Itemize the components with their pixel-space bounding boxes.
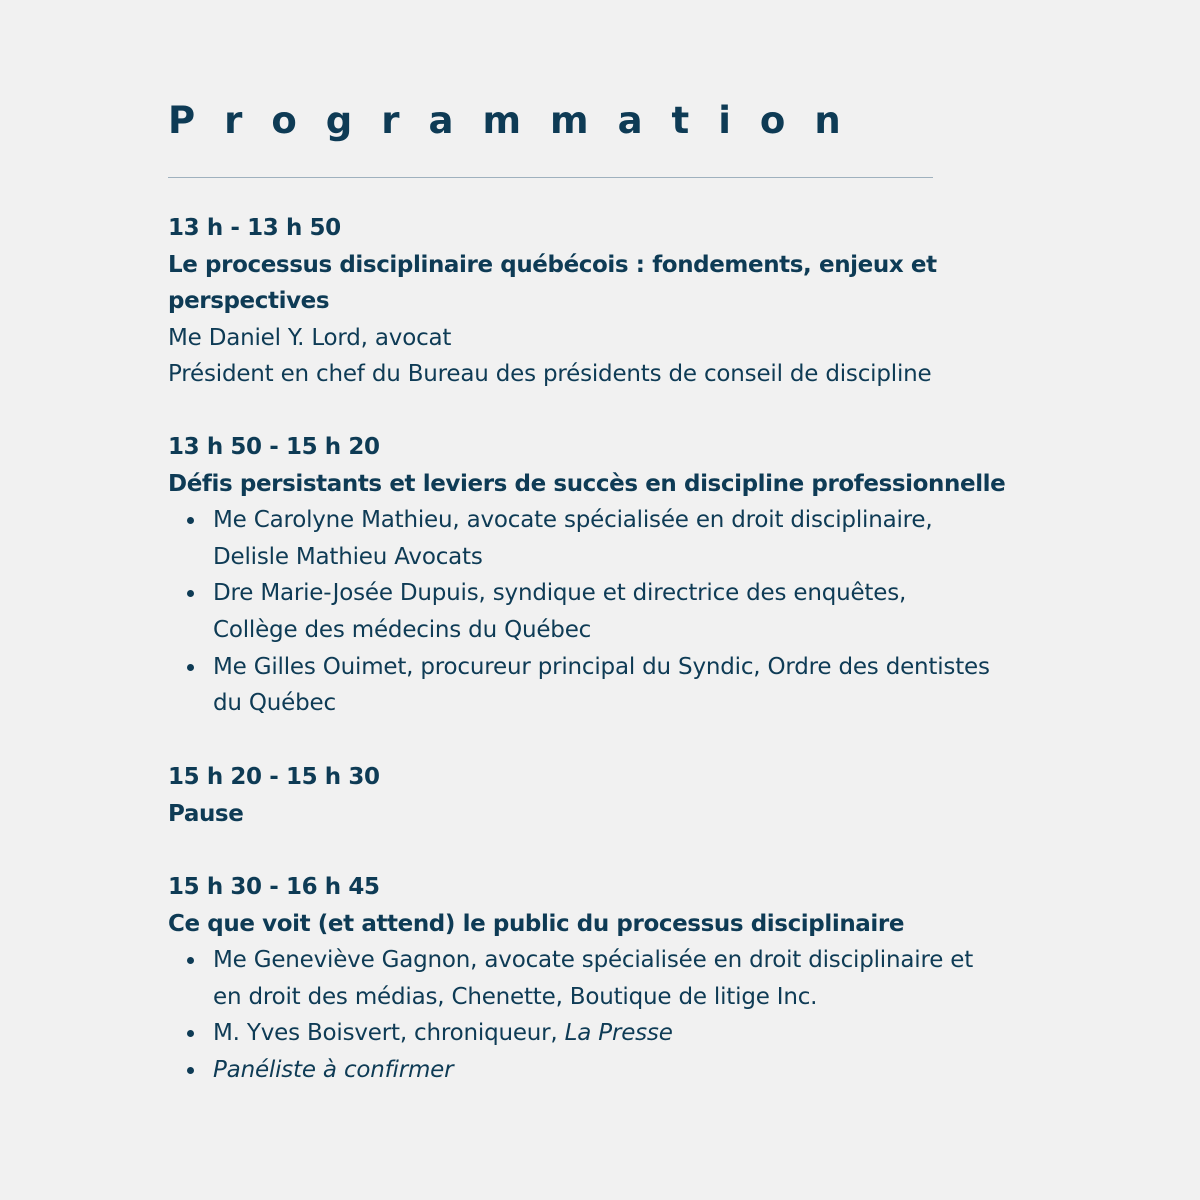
session-title <box>168 247 1128 320</box>
panelist-list <box>168 502 1128 722</box>
panelist-line: Me Gilles Ouimet, procureur principal du Syndic, Ordre des dentistes <box>213 653 990 680</box>
panelist-item <box>213 1052 1128 1089</box>
panelist-item <box>213 502 1128 575</box>
panelist-line: Me Geneviève Gagnon, avocate spécialisée en droit disciplinaire et <box>213 947 974 974</box>
panelist-line: en droit des médias, Chenette, Boutique de litige Inc. <box>213 983 818 1010</box>
panelist-text: Panéliste à confirmer <box>213 1056 454 1083</box>
bullet-icon <box>187 664 194 671</box>
session-title: Défis persistants et leviers de succès en discipline professionnelle <box>168 470 1006 497</box>
publication-name: La Presse <box>564 1020 673 1047</box>
bullet-icon <box>187 1030 194 1037</box>
divider <box>168 177 933 178</box>
page-title: Programmation <box>168 99 870 142</box>
session-4 <box>168 869 1128 1089</box>
session-title-line: perspectives <box>168 288 330 315</box>
session-title-line: Le processus disciplinaire québécois : fondements, enjeux et <box>168 251 937 278</box>
speaker-name: Me Daniel Y. Lord, avocat <box>168 324 452 351</box>
session-time: 15 h 30 - 16 h 45 <box>168 874 380 900</box>
session-title: Pause <box>168 800 244 827</box>
bullet-icon <box>187 590 194 597</box>
panelist-item <box>213 942 1128 1015</box>
session-3 <box>168 759 1128 832</box>
panelist-line: Delisle Mathieu Avocats <box>213 543 483 570</box>
bullet-icon <box>187 957 194 964</box>
panelist-line: Dre Marie-Josée Dupuis, syndique et directrice des enquêtes, <box>213 580 907 607</box>
bullet-icon <box>187 1067 194 1074</box>
session-1 <box>168 210 1128 393</box>
panelist-line: du Québec <box>213 690 336 717</box>
panelist-item <box>213 649 1128 722</box>
panelist-item <box>213 1015 1128 1052</box>
bullet-icon <box>187 517 194 524</box>
session-title: Ce que voit (et attend) le public du processus disciplinaire <box>168 910 905 937</box>
panelist-line: Me Carolyne Mathieu, avocate spécialisée en droit disciplinaire, <box>213 507 933 534</box>
speaker-role: Président en chef du Bureau des présidents de conseil de discipline <box>168 361 932 388</box>
panelist-text: M. Yves Boisvert, chroniqueur, <box>213 1020 565 1047</box>
session-time: 13 h - 13 h 50 <box>168 215 341 241</box>
session-time: 13 h 50 - 15 h 20 <box>168 434 380 460</box>
session-time: 15 h 20 - 15 h 30 <box>168 764 380 790</box>
panelist-list <box>168 942 1128 1088</box>
panelist-line: Collège des médecins du Québec <box>213 616 592 643</box>
panelist-item <box>213 575 1128 648</box>
session-2 <box>168 429 1128 722</box>
